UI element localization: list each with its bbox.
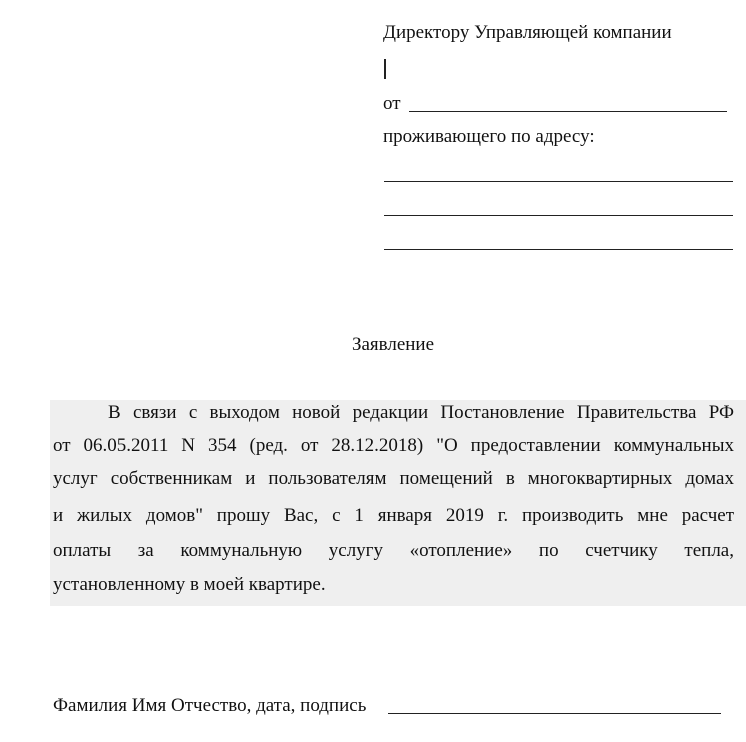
statement-line-4: и жилых домов" прошу Вас, с 1 января 2019 г. производить мне расчет [53, 505, 734, 526]
statement-line-6: установленному в моей квартире. [53, 574, 326, 595]
text-cursor[interactable] [384, 59, 386, 79]
statement-line-2: от 06.05.2011 N 354 (ред. от 28.12.2018) "О предоставлении коммунальных [53, 435, 734, 456]
address-line-1[interactable] [384, 181, 733, 182]
document-title: Заявление [351, 334, 435, 355]
signature-label: Фамилия Имя Отчество, дата, подпись [53, 695, 367, 716]
recipient-title: Директору Управляющей компании [383, 22, 672, 43]
signature-line[interactable] [388, 713, 721, 714]
address-label: проживающего по адресу: [383, 126, 595, 147]
statement-line-3: услуг собственникам и пользователям помещений в многоквартирных домах [53, 468, 734, 489]
address-line-3[interactable] [384, 249, 733, 250]
from-name-line[interactable] [409, 111, 727, 112]
statement-line-5: оплаты за коммунальную услугу «отопление» по счетчику тепла, [53, 540, 734, 561]
address-line-2[interactable] [384, 215, 733, 216]
from-label: от [383, 93, 401, 114]
statement-line-1: В связи с выходом новой редакции Постановление Правительства РФ [108, 402, 734, 423]
